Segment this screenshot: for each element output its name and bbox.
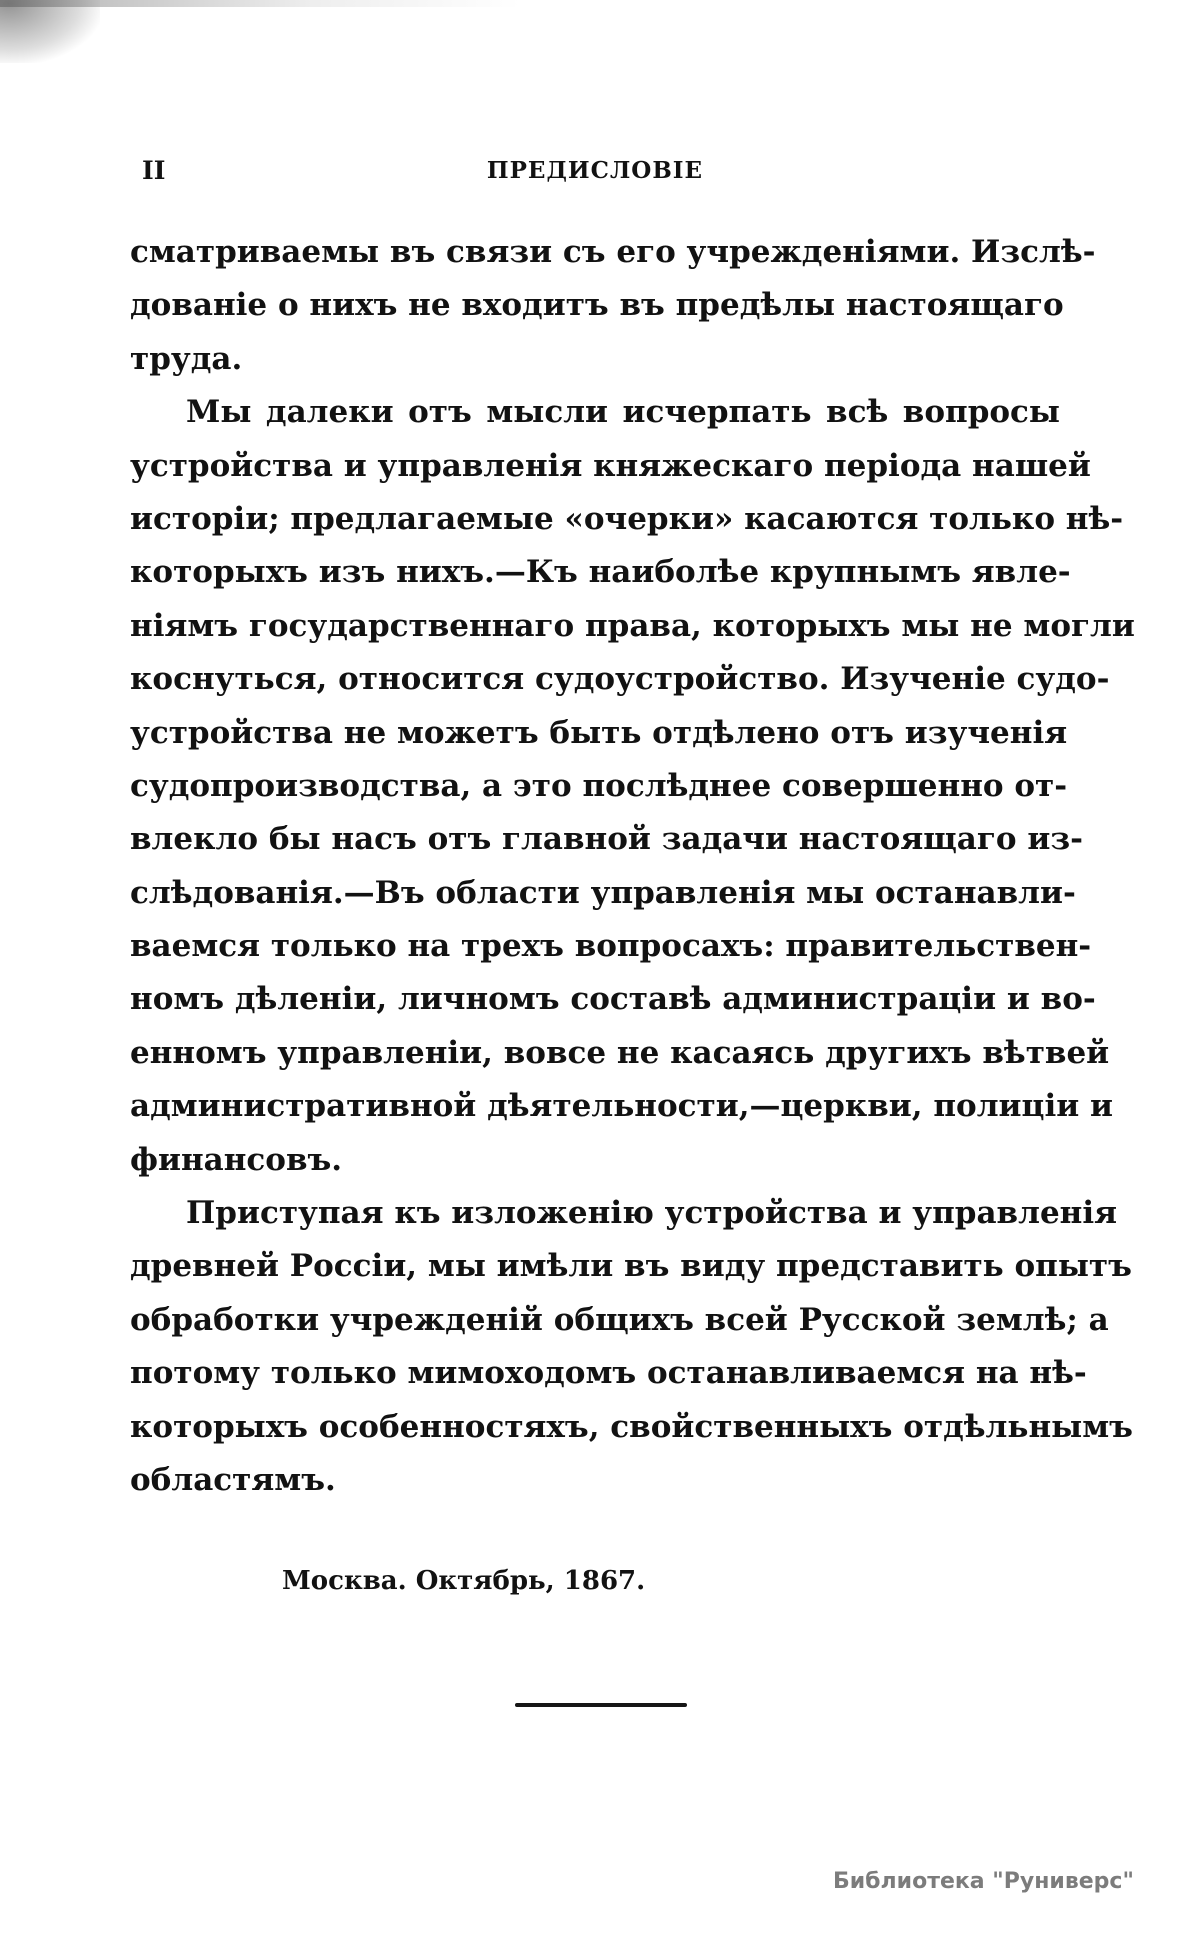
- scan-edge-artifact: [0, 0, 520, 7]
- body-line: устройства и управленія княжескаго періода нашей: [130, 447, 1091, 484]
- body-line: Приступая къ изложенію устройства и управленія: [186, 1195, 1118, 1232]
- body-line: исторіи; предлагаемые «очерки» касаются только нѣ-: [130, 500, 1124, 537]
- body-line: номъ дѣленіи, личномъ составѣ администраціи и во-: [130, 981, 1096, 1018]
- body-line: устройства не можетъ быть отдѣлено отъ изученія: [130, 714, 1068, 751]
- page-number: II: [142, 156, 166, 185]
- body-line: Мы далеки отъ мысли исчерпать всѣ вопросы: [186, 394, 1060, 431]
- body-line: древней Россіи, мы имѣли въ виду представить опытъ: [130, 1248, 1132, 1285]
- body-line: обработки учрежденій общихъ всей Русской землѣ; а: [130, 1301, 1109, 1338]
- library-watermark: Библиотека "Руниверс": [833, 1869, 1134, 1894]
- body-line: сматриваемы въ связи съ его учрежденіями. Изслѣ-: [130, 234, 1096, 270]
- scan-smudge-artifact: [0, 0, 100, 63]
- body-line: потому только мимоходомъ останавливаемся на нѣ-: [130, 1355, 1087, 1392]
- body-line: которыхъ особенностяхъ, свойственныхъ отдѣльнымъ: [130, 1408, 1133, 1445]
- body-line: судопроизводства, а это послѣднее совершенно от-: [130, 767, 1068, 804]
- body-line: енномъ управленіи, вовсе не касаясь другихъ вѣтвей: [130, 1034, 1110, 1071]
- body-line: ваемся только на трехъ вопросахъ: правительствен-: [130, 928, 1092, 965]
- body-line: влекло бы насъ отъ главной задачи настоящаго из-: [130, 821, 1083, 858]
- body-line: ніямъ государственнаго права, которыхъ мы не могли: [130, 607, 1135, 644]
- body-line: областямъ.: [130, 1461, 336, 1498]
- body-line: труда.: [130, 340, 243, 377]
- section-end-rule: [515, 1703, 687, 1707]
- page-title: ПРЕДИСЛОВІЕ: [486, 157, 704, 184]
- body-line: финансовъ.: [130, 1141, 343, 1178]
- body-line: дованіе о нихъ не входитъ въ предѣлы настоящаго: [130, 287, 1064, 324]
- body-line: коснуться, относится судоустройство. Изученіе судо-: [130, 661, 1110, 698]
- body-line: слѣдованія.—Въ области управленія мы останавли-: [130, 874, 1076, 911]
- body-line: административной дѣятельности,—церкви, полиціи и: [130, 1088, 1113, 1125]
- running-head: [130, 158, 1060, 190]
- dateline: Москва. Октябрь, 1867.: [282, 1566, 646, 1596]
- text-block: [130, 226, 1135, 1507]
- body-line: которыхъ изъ нихъ.—Къ наиболѣе крупнымъ явле-: [130, 554, 1071, 591]
